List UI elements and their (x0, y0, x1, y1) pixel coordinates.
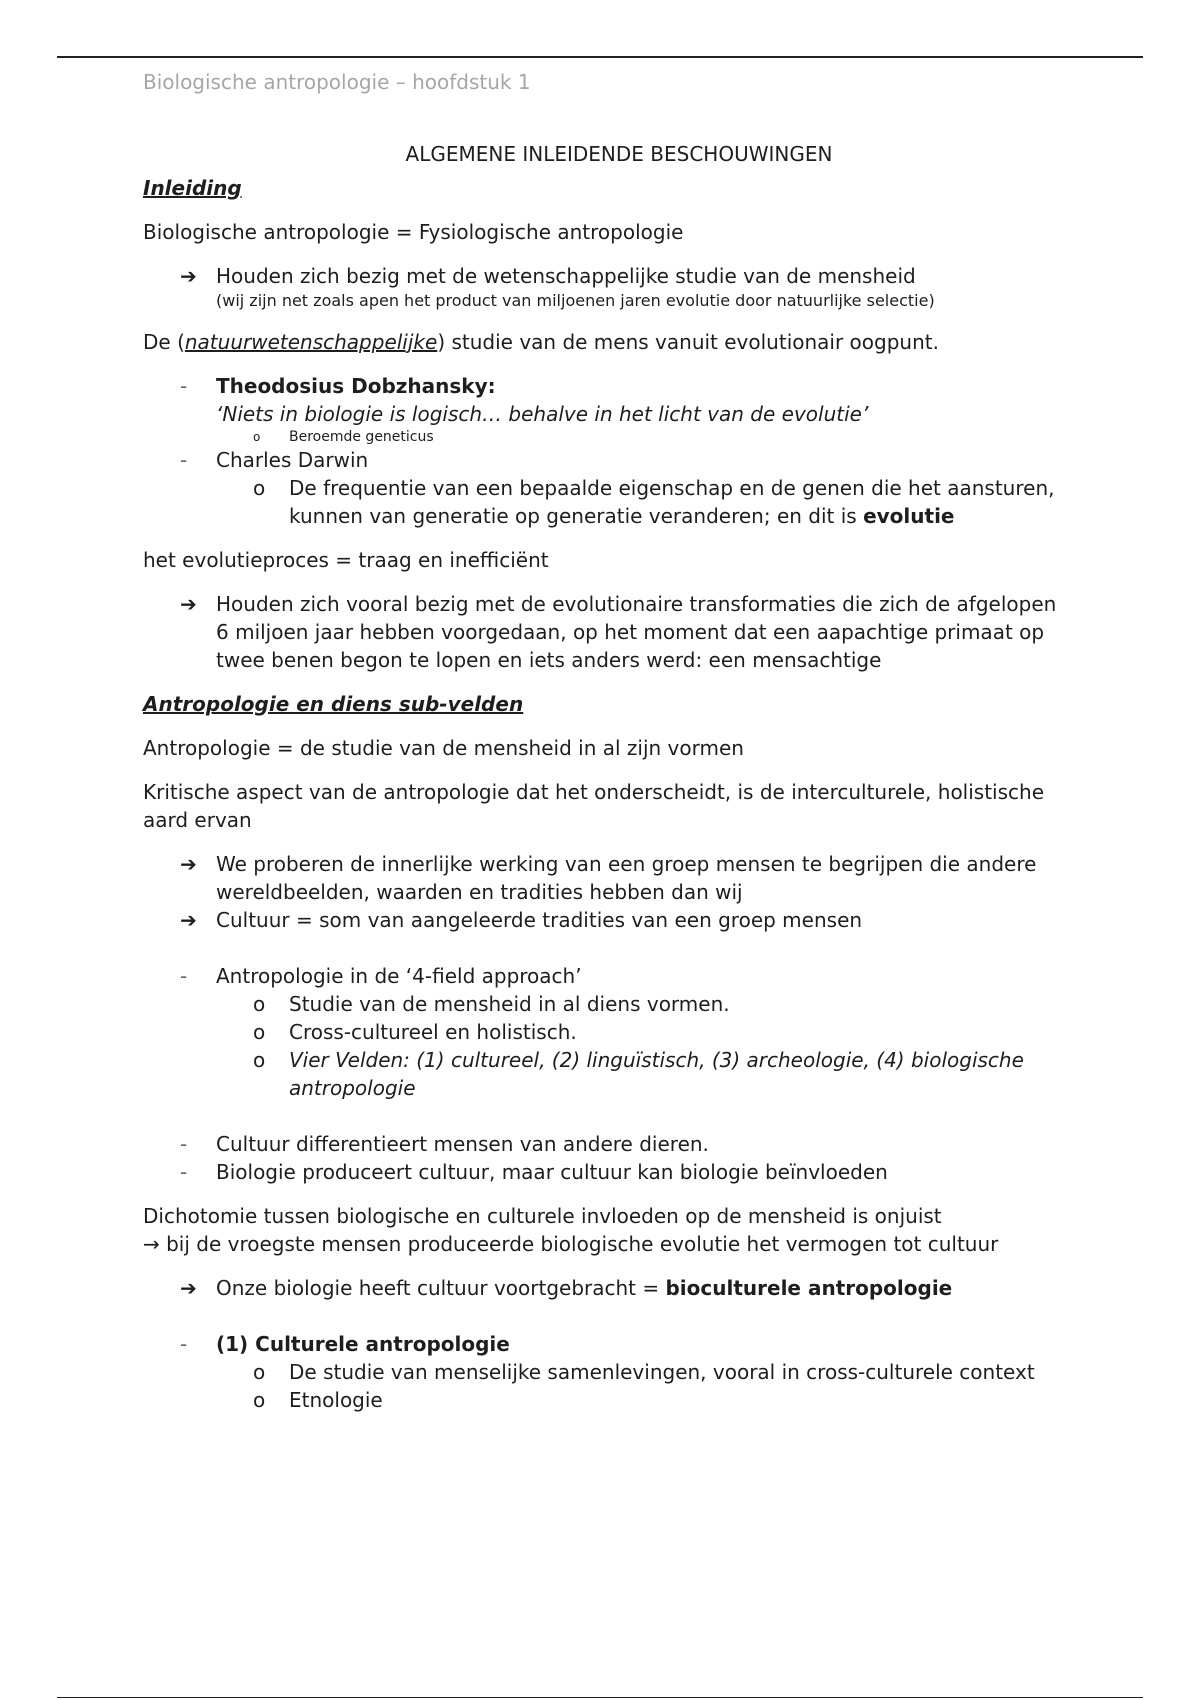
arrow-item (143, 850, 1073, 906)
arrow-icon: ➔ (180, 1276, 197, 1300)
text-line: Dichotomie tussen biologische en culturele invloeden op de mensheid is onjuist (143, 1204, 942, 1228)
arrow-text: We proberen de innerlijke werking van een groep mensen te begrijpen die andere wereldbeelden, waarden en tradities hebben dan wij (216, 852, 1037, 904)
circle-bullet: o (253, 1020, 266, 1044)
dash-text: Cultuur differentieert mensen van andere dieren. (216, 1132, 709, 1156)
dash-bullet: - (180, 1132, 188, 1156)
quote: ‘Niets in biologie is logisch… behalve in het licht van de evolutie’ (216, 402, 869, 426)
sub-item (143, 428, 1073, 446)
sub-item (143, 1046, 1073, 1102)
paragraph: Antropologie = de studie van de mensheid in al zijn vormen (143, 736, 744, 760)
dash-item (143, 446, 1073, 474)
paragraph: Kritische aspect van de antropologie dat het onderscheidt, is de interculturele, holistische aard ervan (143, 780, 1045, 832)
sub-text: Cross-cultureel en holistisch. (289, 1020, 577, 1044)
header-rule (57, 56, 1143, 58)
sub-text: Studie van de mensheid in al diens vormen. (289, 992, 730, 1016)
footer-rule (57, 1697, 1143, 1698)
subsection-heading: (1) Culturele antropologie (216, 1332, 510, 1356)
circle-bullet: o (253, 992, 266, 1016)
sub-item (143, 1018, 1073, 1046)
text-line: → bij de vroegste mensen produceerde biologische evolutie het vermogen tot cultuur (143, 1232, 999, 1256)
dash-item (143, 1330, 1073, 1358)
text-part: De frequentie van een bepaalde eigenschap en de genen die het aansturen, kunnen van generatie op generatie veranderen; en dit is (289, 476, 1055, 528)
spacer (143, 1102, 1073, 1130)
sub-item (143, 1358, 1073, 1386)
arrow-text: Houden zich bezig met de wetenschappelijke studie van de mensheid (216, 264, 916, 288)
running-header: Biologische antropologie – hoofdstuk 1 (143, 70, 531, 94)
circle-bullet: o (253, 430, 261, 444)
dash-item (143, 962, 1073, 990)
bold-term: bioculturele antropologie (665, 1276, 953, 1300)
arrow-icon: ➔ (180, 908, 197, 932)
dash-bullet: - (180, 374, 188, 398)
circle-bullet: o (253, 476, 266, 500)
paragraph (143, 328, 1073, 356)
text-part: ) studie van de mens vanuit evolutionair oogpunt. (437, 330, 939, 354)
page-title: ALGEMENE INLEIDENDE BESCHOUWINGEN (405, 142, 833, 166)
arrow-item (143, 906, 1073, 934)
arrow-note: (wij zijn net zoals apen het product van miljoenen jaren evolutie door natuurlijke selectie) (216, 291, 935, 310)
person-name: Charles Darwin (216, 448, 369, 472)
arrow-icon: ➔ (180, 592, 197, 616)
arrow-text (216, 1274, 1073, 1302)
heading-inleiding: Inleiding (143, 176, 242, 200)
circle-bullet: o (253, 1048, 266, 1072)
arrow-item (143, 1274, 1073, 1302)
dash-bullet: - (180, 1160, 188, 1184)
dash-item (143, 1130, 1073, 1158)
dash-item (143, 372, 1073, 428)
paragraph (143, 1202, 1073, 1258)
sub-text: Beroemde geneticus (289, 429, 434, 445)
dash-bullet: - (180, 1332, 188, 1356)
sub-text: Etnologie (289, 1388, 383, 1412)
dash-text: Biologie produceert cultuur, maar cultuur kan biologie beïnvloeden (216, 1160, 888, 1184)
paragraph: het evolutieproces = traag en inefficiënt (143, 548, 549, 572)
arrow-item (143, 262, 1073, 312)
dash-item (143, 1158, 1073, 1186)
person-name: Theodosius Dobzhansky: (216, 374, 496, 398)
sub-item (143, 1386, 1073, 1414)
arrow-text: Cultuur = som van aangeleerde tradities van een groep mensen (216, 908, 863, 932)
dash-bullet: - (180, 964, 188, 988)
circle-bullet: o (253, 1388, 266, 1412)
circle-bullet: o (253, 1360, 266, 1384)
arrow-item (143, 590, 1073, 674)
arrow-icon: ➔ (180, 264, 197, 288)
arrow-icon: ➔ (180, 852, 197, 876)
spacer (143, 934, 1073, 962)
dash-text: Antropologie in de ‘4-field approach’ (216, 964, 582, 988)
sub-item (143, 474, 1073, 530)
sub-text: Vier Velden: (1) cultureel, (2) linguïstisch, (3) archeologie, (4) biologische antropologie (289, 1048, 1024, 1100)
heading-antropologie: Antropologie en diens sub-velden (143, 692, 524, 716)
text-part: Onze biologie heeft cultuur voortgebracht = (216, 1276, 666, 1300)
text-part: De ( (143, 330, 185, 354)
sub-item (143, 990, 1073, 1018)
arrow-text: Houden zich vooral bezig met de evolutionaire transformaties die zich de afgelopen 6 miljoen jaar hebben voorgedaan, op het moment dat een aapachtige primaat op twee benen begon te lopen en iets anders werd: een mensachtige (216, 592, 1057, 672)
bold-term: evolutie (863, 504, 955, 528)
sub-text (289, 474, 1073, 530)
paragraph: Biologische antropologie = Fysiologische antropologie (143, 220, 684, 244)
document-body (143, 140, 1073, 1414)
sub-text: De studie van menselijke samenlevingen, vooral in cross-culturele context (289, 1360, 1035, 1384)
emphasized-term: natuurwetenschappelijke (184, 330, 438, 354)
spacer (143, 1302, 1073, 1330)
dash-bullet: - (180, 448, 188, 472)
